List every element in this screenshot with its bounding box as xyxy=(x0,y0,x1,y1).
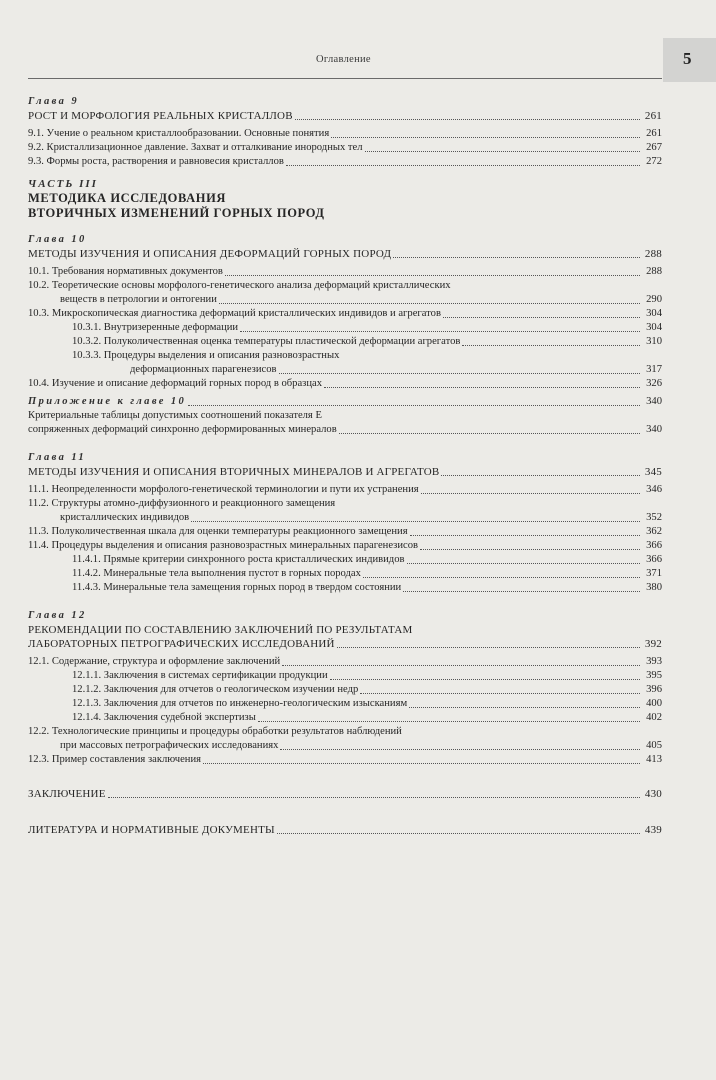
chapter-label: Глава 9 xyxy=(28,96,79,107)
entry-label: при массовых петрографических исследованиях xyxy=(60,740,279,751)
table-of-contents xyxy=(28,95,662,837)
dot-leader xyxy=(258,721,640,722)
entry-page: 272 xyxy=(646,156,662,167)
entry-page: 366 xyxy=(646,540,662,551)
dot-leader xyxy=(420,549,640,550)
toc-entry-line[interactable]: 10.3.3. Процедуры выделения и описания разновозрастных xyxy=(72,350,340,361)
entry-page: 345 xyxy=(644,466,662,478)
entry-page: 267 xyxy=(646,142,662,153)
toc-entry[interactable] xyxy=(28,655,662,669)
entry-page: 393 xyxy=(646,656,662,667)
entry-label: 11.4.1. Прямые критерии синхронного роста кристаллических индивидов xyxy=(72,554,405,565)
entry-page: 439 xyxy=(644,824,662,836)
entry-label: деформационных парагенезисов xyxy=(130,364,277,375)
dot-leader xyxy=(240,331,640,332)
entry-label: 11.4. Процедуры выделения и описания разновозрастных минеральных парагенезисов xyxy=(28,540,419,551)
dot-leader xyxy=(277,833,640,834)
entry-page: 396 xyxy=(646,684,662,695)
entry-page: 288 xyxy=(644,248,662,260)
dot-leader xyxy=(441,475,640,476)
chapter-title-entry[interactable] xyxy=(28,109,662,123)
toc-entry[interactable] xyxy=(28,567,662,581)
chapter-label: Глава 12 xyxy=(28,610,87,621)
toc-entry[interactable] xyxy=(28,335,662,349)
toc-entry[interactable] xyxy=(28,525,662,539)
entry-page: 317 xyxy=(646,364,662,375)
entry-page: 261 xyxy=(644,110,662,122)
dot-leader xyxy=(219,303,640,304)
entry-label: 12.1.3. Заключения для отчетов по инженерно-геологическим изысканиям xyxy=(72,698,408,709)
entry-label: 10.1. Требования нормативных документов xyxy=(28,266,223,277)
entry-label: сопряженных деформаций синхронно деформированных минералов xyxy=(28,424,337,435)
entry-label: 11.4.2. Минеральные тела выполнения пустот в горных породах xyxy=(72,568,361,579)
entry-page: 340 xyxy=(646,424,662,435)
entry-page: 380 xyxy=(646,582,662,593)
toc-entry[interactable] xyxy=(28,539,662,553)
toc-entry[interactable] xyxy=(28,363,662,377)
toc-entry-line[interactable]: 12.2. Технологические принципы и процедуры обработки результатов наблюдений xyxy=(28,726,402,737)
page-header xyxy=(0,0,716,88)
toc-entry[interactable] xyxy=(28,669,662,683)
chapter-label: Глава 11 xyxy=(28,452,87,463)
toc-entry[interactable] xyxy=(28,683,662,697)
dot-leader xyxy=(108,797,640,798)
dot-leader xyxy=(280,749,640,750)
entry-label: МЕТОДЫ ИЗУЧЕНИЯ И ОПИСАНИЯ ВТОРИЧНЫХ МИНЕРАЛОВ И АГРЕГАТОВ xyxy=(28,466,440,478)
dot-leader xyxy=(462,345,640,346)
entry-label: 12.1.2. Заключения для отчетов о геологическом изучении недр xyxy=(72,684,359,695)
chapter-label: Глава 10 xyxy=(28,234,87,245)
entry-label: ЛИТЕРАТУРА И НОРМАТИВНЫЕ ДОКУМЕНТЫ xyxy=(28,824,275,836)
toc-entry[interactable] xyxy=(28,127,662,141)
header-rule xyxy=(28,78,662,79)
entry-page: 352 xyxy=(646,512,662,523)
toc-entry[interactable] xyxy=(28,711,662,725)
dot-leader xyxy=(286,165,640,166)
entry-page: 402 xyxy=(646,712,662,723)
dot-leader xyxy=(203,763,640,764)
chapter-title-entry[interactable] xyxy=(28,465,662,479)
chapter-title-entry[interactable] xyxy=(28,247,662,261)
dot-leader xyxy=(403,591,640,592)
entry-label: 12.3. Пример составления заключения xyxy=(28,754,202,765)
entry-label: ЗАКЛЮЧЕНИЕ xyxy=(28,788,106,800)
entry-label: веществ в петрологии и онтогении xyxy=(60,294,217,305)
entry-page: 400 xyxy=(646,698,662,709)
literature-entry[interactable] xyxy=(28,823,662,837)
entry-label: 12.1.1. Заключения в системах сертификации продукции xyxy=(72,670,328,681)
dot-leader xyxy=(365,151,640,152)
entry-label: 10.3.1. Внутризеренные деформации xyxy=(72,322,239,333)
dot-leader xyxy=(295,119,640,120)
dot-leader xyxy=(407,563,641,564)
entry-page: 395 xyxy=(646,670,662,681)
toc-entry-line[interactable]: Критериальные таблицы допустимых соотношений показателя E xyxy=(28,410,322,421)
appendix-label: Приложение к главе 10 xyxy=(28,396,187,407)
entry-page: 346 xyxy=(646,484,662,495)
entry-page: 261 xyxy=(646,128,662,139)
toc-entry[interactable] xyxy=(28,377,662,391)
dot-leader xyxy=(337,647,640,648)
toc-entry[interactable] xyxy=(28,753,662,767)
entry-label: ЛАБОРАТОРНЫХ ПЕТРОГРАФИЧЕСКИХ ИССЛЕДОВАНИЙ xyxy=(28,638,335,650)
toc-entry-line[interactable]: 11.2. Структуры атомно-диффузионного и реакционного замещения xyxy=(28,498,336,509)
toc-entry[interactable] xyxy=(28,293,662,307)
entry-page: 310 xyxy=(646,336,662,347)
running-head: Оглавление xyxy=(316,54,371,65)
toc-entry[interactable] xyxy=(28,141,662,155)
entry-label: 10.3.2. Полуколичественная оценка температуры пластической деформации агрегатов xyxy=(72,336,461,347)
entry-page: 340 xyxy=(646,396,662,407)
part-label: ЧАСТЬ III xyxy=(28,178,98,190)
entry-page: 405 xyxy=(646,740,662,751)
entry-page: 430 xyxy=(644,788,662,800)
entry-page: 392 xyxy=(644,638,662,650)
dot-leader xyxy=(331,137,640,138)
dot-leader xyxy=(443,317,640,318)
toc-entry[interactable] xyxy=(28,483,662,497)
dot-leader xyxy=(188,405,640,406)
toc-entry[interactable] xyxy=(28,739,662,753)
dot-leader xyxy=(421,493,640,494)
conclusion-entry[interactable] xyxy=(28,787,662,801)
toc-entry[interactable] xyxy=(28,553,662,567)
entry-label: 12.1.4. Заключения судебной экспертизы xyxy=(72,712,256,723)
toc-entry-line[interactable]: 10.2. Теоретические основы морфолого-генетического анализа деформаций кристаллических xyxy=(28,280,451,291)
toc-entry[interactable] xyxy=(28,511,662,525)
toc-entry[interactable] xyxy=(28,307,662,321)
toc-entry[interactable] xyxy=(28,423,662,437)
appendix-entry[interactable] xyxy=(28,395,662,409)
dot-leader xyxy=(225,275,640,276)
entry-page: 304 xyxy=(646,322,662,333)
entry-page: 362 xyxy=(646,526,662,537)
dot-leader xyxy=(339,433,640,434)
dot-leader xyxy=(409,707,640,708)
chapter-title-line[interactable]: РЕКОМЕНДАЦИИ ПО СОСТАВЛЕНИЮ ЗАКЛЮЧЕНИЙ ПО РЕЗУЛЬТАТАМ xyxy=(28,624,413,636)
entry-label: 10.3. Микроскопическая диагностика деформаций кристаллических индивидов и агрегатов xyxy=(28,308,441,319)
dot-leader xyxy=(330,679,640,680)
entry-page: 304 xyxy=(646,308,662,319)
entry-page: 288 xyxy=(646,266,662,277)
entry-label: 11.3. Полуколичественная шкала для оценки температуры реакционного замещения xyxy=(28,526,408,537)
entry-page: 413 xyxy=(646,754,662,765)
toc-entry[interactable] xyxy=(28,321,662,335)
dot-leader xyxy=(410,535,640,536)
entry-page: 326 xyxy=(646,378,662,389)
toc-entry[interactable] xyxy=(28,697,662,711)
toc-entry[interactable] xyxy=(28,155,662,169)
page-number: 5 xyxy=(683,49,692,68)
entry-label: 9.2. Кристаллизационное давление. Захват и отталкивание инородных тел xyxy=(28,142,363,153)
dot-leader xyxy=(324,387,640,388)
dot-leader xyxy=(393,257,640,258)
toc-entry[interactable] xyxy=(28,581,662,595)
entry-page: 371 xyxy=(646,568,662,579)
entry-page: 366 xyxy=(646,554,662,565)
entry-label: 11.1. Неопределенности морфолого-генетической терминологии и пути их устранения xyxy=(28,484,419,495)
dot-leader xyxy=(363,577,640,578)
entry-label: 10.4. Изучение и описание деформаций горных пород в образцах xyxy=(28,378,323,389)
entry-label: 12.1. Содержание, структура и оформление заключений xyxy=(28,656,281,667)
dot-leader xyxy=(191,521,640,522)
part-title-line: МЕТОДИКА ИССЛЕДОВАНИЯ xyxy=(28,191,227,205)
entry-label: 9.1. Учение о реальном кристаллообразовании. Основные понятия xyxy=(28,128,330,139)
chapter-title-entry[interactable] xyxy=(28,637,662,651)
entry-label: 11.4.3. Минеральные тела замещения горных пород в твердом состоянии xyxy=(72,582,402,593)
entry-page: 290 xyxy=(646,294,662,305)
toc-entry[interactable] xyxy=(28,265,662,279)
entry-label: МЕТОДЫ ИЗУЧЕНИЯ И ОПИСАНИЯ ДЕФОРМАЦИЙ ГОРНЫХ ПОРОД xyxy=(28,248,392,260)
dot-leader xyxy=(360,693,640,694)
entry-label: кристаллических индивидов xyxy=(60,512,190,523)
dot-leader xyxy=(282,665,640,666)
part-title-line: ВТОРИЧНЫХ ИЗМЕНЕНИЙ ГОРНЫХ ПОРОД xyxy=(28,206,325,220)
entry-label: 9.3. Формы роста, растворения и равновесия кристаллов xyxy=(28,156,284,167)
entry-label: РОСТ И МОРФОЛОГИЯ РЕАЛЬНЫХ КРИСТАЛЛОВ xyxy=(28,110,293,122)
dot-leader xyxy=(279,373,640,374)
